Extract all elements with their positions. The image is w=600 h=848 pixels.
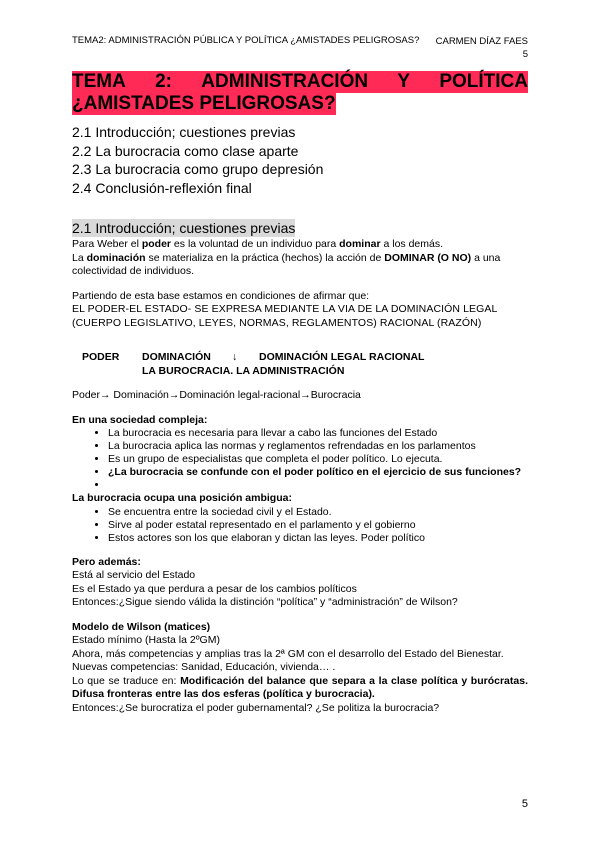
main-title-line-2: ¿AMISTADES PELIGROSAS? — [72, 93, 336, 114]
title-word: POLÍTICA — [439, 71, 528, 92]
header-author-block — [436, 35, 528, 61]
moreover-heading: Pero además: — [72, 555, 141, 568]
ambiguous-position-list — [72, 506, 528, 545]
table-of-contents — [72, 123, 528, 197]
list-item: • ¿La burocracia se confunde con el poder político en el ejercicio de sus funciones? — [108, 466, 528, 479]
wilson-line: Estado mínimo (Hasta la 2ºGM) — [72, 634, 220, 646]
arrow-down-icon: ↓ — [232, 351, 238, 363]
power-chain: Poder→ Dominación→Dominación legal-racional→Burocracia — [72, 389, 361, 401]
toc-item: 2.2 La burocracia como clase aparte — [72, 142, 299, 159]
list-item: • Estos actores son los que elaboran y dictan las leyes. Poder político — [108, 532, 528, 545]
header-page-number: 5 — [522, 49, 528, 60]
scheme-legal-domination: DOMINACIÓN LEGAL RACIONAL — [259, 351, 425, 363]
intro-paragraph-1: Para Weber el poder es la voluntad de un individuo para dominar a los demás. — [72, 238, 444, 250]
list-item: • La burocracia aplica las normas y reglamentos refrendadas en los parlamentos — [108, 440, 528, 453]
complex-society-list — [72, 427, 528, 492]
moreover-question: Entonces:¿Sigue siendo válida la distinción “política” y “administración” de Wilson? — [72, 596, 458, 608]
wilson-question: Entonces:¿Se burocratiza el poder gubernamental? ¿Se politiza la burocracia? — [72, 701, 440, 714]
title-word: TEMA — [72, 71, 126, 92]
scheme-power: PODER — [82, 351, 120, 363]
toc-item: 2.4 Conclusión-reflexión final — [72, 179, 252, 196]
title-word: 2: — [155, 71, 173, 92]
footer-page-number: 5 — [521, 798, 528, 810]
list-item — [108, 479, 528, 492]
list-item: • Sirve al poder estatal representado en el parlamento y el gobierno — [108, 519, 528, 532]
main-title-line-1 — [72, 71, 528, 93]
document-body — [72, 71, 528, 715]
toc-item: 2.1 Introducción; cuestiones previas — [72, 124, 296, 140]
wilson-line: Ahora, más competencias y amplias tras la 2ª GM con el desarrollo del Estado del Bienestar. — [72, 647, 504, 660]
wilson-conclusion: Lo que se traduce en: Modificación del balance que separa a la clase política y burócratas. Difusa fronteras entre las dos esferas (política y burocracia). — [72, 674, 528, 700]
header-author: CARMEN DÍAZ FAES — [435, 36, 528, 47]
scheme-domination: DOMINACIÓN — [142, 351, 211, 363]
wilson-heading: Modelo de Wilson (matices) — [72, 620, 211, 633]
intro-paragraph-2: La dominación se materializa en la práctica (hechos) la acción de DOMINAR (O NO) a una colectividad de individuos. — [72, 251, 501, 277]
moreover-line: Es el Estado ya que perdura a pesar de los cambios políticos — [72, 582, 357, 595]
list-item: • Se encuentra entre la sociedad civil y el Estado. — [108, 506, 528, 519]
toc-item: 2.3 La burocracia como grupo depresión — [72, 161, 324, 177]
power-scheme — [72, 350, 528, 378]
scheme-bureaucracy: LA BUROCRACIA. LA ADMINISTRACIÓN — [142, 365, 345, 377]
title-word: ADMINISTRACIÓN — [201, 71, 369, 92]
section-heading: 2.1 Introducción; cuestiones previas — [72, 220, 296, 236]
list-item: • Es un grupo de especialistas que completa el poder político. Lo ejecuta. — [108, 453, 528, 466]
header-title: TEMA2: ADMINISTRACIÓN PÚBLICA Y POLÍTICA ¿AMISTADES PELIGROSAS? — [72, 35, 420, 46]
intro-paragraph-4: EL PODER-EL ESTADO- SE EXPRESA MEDIANTE LA VIA DE LA DOMINACIÓN LEGAL (CUERPO LEGISLATIVO, LEYES, NORMAS, REGLAMENTOS) RACIONAL (RAZÓN) — [72, 303, 498, 329]
moreover-line: Está al servicio del Estado — [72, 569, 196, 581]
title-word: Y — [397, 71, 411, 92]
wilson-line: Nuevas competencias: Sanidad, Educación, vivienda… . — [72, 661, 336, 673]
complex-society-heading: En una sociedad compleja: — [72, 413, 208, 426]
list-item: • La burocracia es necesaria para llevar a cabo las funciones del Estado — [108, 427, 528, 440]
ambiguous-position-heading: La burocracia ocupa una posición ambigua: — [72, 492, 292, 504]
intro-paragraph-3: Partiendo de esta base estamos en condiciones de afirmar que: — [72, 289, 370, 302]
